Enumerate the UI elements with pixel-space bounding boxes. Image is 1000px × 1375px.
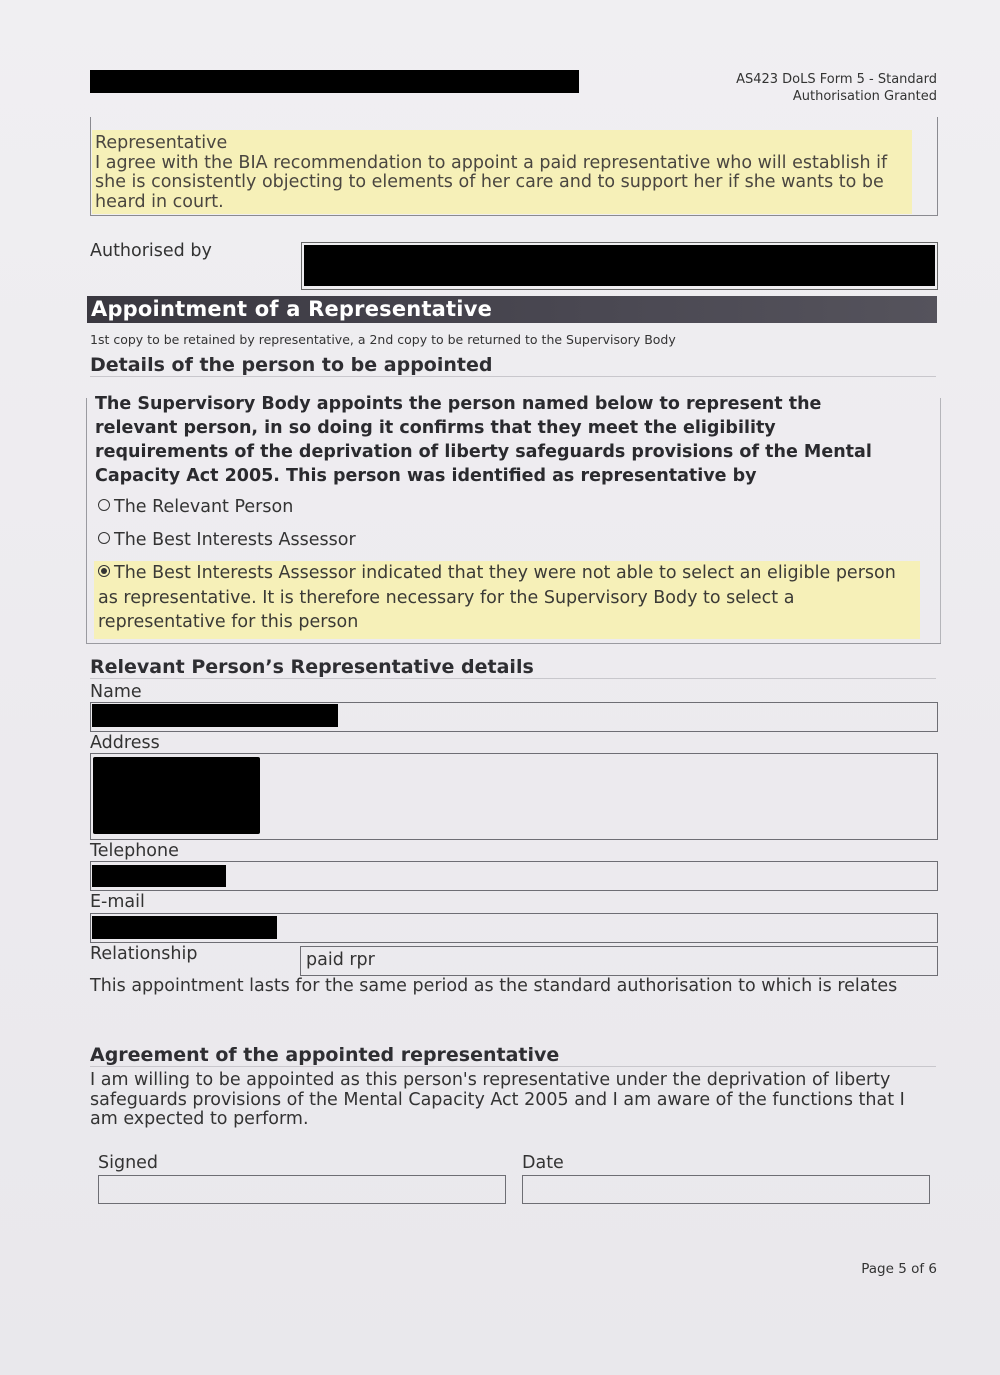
form-ref-line2: Authorisation Granted (792, 89, 937, 104)
email-field[interactable] (90, 913, 938, 943)
identification-box-edge (940, 398, 941, 643)
radio-selected-icon[interactable] (98, 565, 110, 577)
option-best-interests-assessor[interactable] (98, 530, 356, 550)
identification-lead-text: The Supervisory Body appoints the person named below to represent the relevant person, in so doing it confirms that they meet the eligibility requirements of the deprivation of liberty safeguards provisions of the Mental Capacity Act 2005. This person was identified as representative by (95, 394, 872, 486)
section-banner-title: Appointment of a Representative (91, 297, 493, 321)
rpr-details-heading: Relevant Person’s Representative details (90, 656, 534, 678)
divider (90, 678, 936, 679)
relationship-value: paid rpr (306, 950, 375, 970)
radio-icon[interactable] (98, 532, 110, 544)
date-label: Date (522, 1153, 564, 1173)
option-supervisory-body-select[interactable] (98, 561, 918, 635)
redacted-telephone (92, 865, 226, 887)
duration-note: This appointment lasts for the same period as the standard authorisation to which is relates (90, 976, 898, 996)
representative-note (95, 134, 915, 212)
option-relevant-person[interactable] (98, 497, 293, 517)
form-reference (736, 71, 937, 105)
divider (90, 1066, 936, 1067)
form-ref-line1: AS423 DoLS Form 5 - Standard (736, 72, 937, 87)
name-label: Name (90, 682, 142, 702)
name-field[interactable] (90, 702, 938, 732)
page-number: Page 5 of 6 (861, 1261, 937, 1277)
redacted-address (93, 757, 260, 834)
option-label: The Best Interests Assessor indicated that they were not able to select an eligible person as representative. It is therefore necessary for the Supervisory Body to select a representative for this person (98, 563, 896, 632)
radio-icon[interactable] (98, 499, 110, 511)
telephone-label: Telephone (90, 841, 179, 861)
redacted-header-block (90, 70, 579, 93)
copy-note: 1st copy to be retained by representative, a 2nd copy to be returned to the Supervisory Body (90, 332, 676, 347)
date-field[interactable] (522, 1175, 930, 1204)
relationship-field[interactable] (300, 946, 938, 976)
redacted-name (92, 704, 338, 727)
redacted-authoriser (304, 245, 935, 286)
option-label: The Relevant Person (114, 497, 294, 517)
representative-note-title: Representative (95, 133, 228, 153)
signature-field[interactable] (98, 1175, 506, 1204)
redacted-email (92, 916, 277, 939)
agreement-heading: Agreement of the appointed representative (90, 1044, 560, 1066)
relationship-label: Relationship (90, 944, 198, 964)
address-field[interactable] (90, 753, 938, 840)
email-label: E-mail (90, 892, 145, 912)
address-label: Address (90, 733, 160, 753)
option-label: The Best Interests Assessor (114, 530, 356, 550)
agreement-text: I am willing to be appointed as this person's representative under the deprivation of liberty safeguards provisions of the Mental Capacity Act 2005 and I am aware of the functions that I am expected to perform. (90, 1070, 905, 1129)
divider (90, 376, 936, 377)
details-heading: Details of the person to be appointed (90, 354, 493, 376)
authorised-by-field (301, 242, 938, 290)
telephone-field[interactable] (90, 861, 938, 891)
representative-note-text: I agree with the BIA recommendation to appoint a paid representative who will establish if she is consistently objecting to elements of her care and to support her if she wants to be heard in court. (95, 152, 888, 212)
authorised-by-label: Authorised by (90, 241, 212, 261)
signed-label: Signed (98, 1153, 159, 1173)
